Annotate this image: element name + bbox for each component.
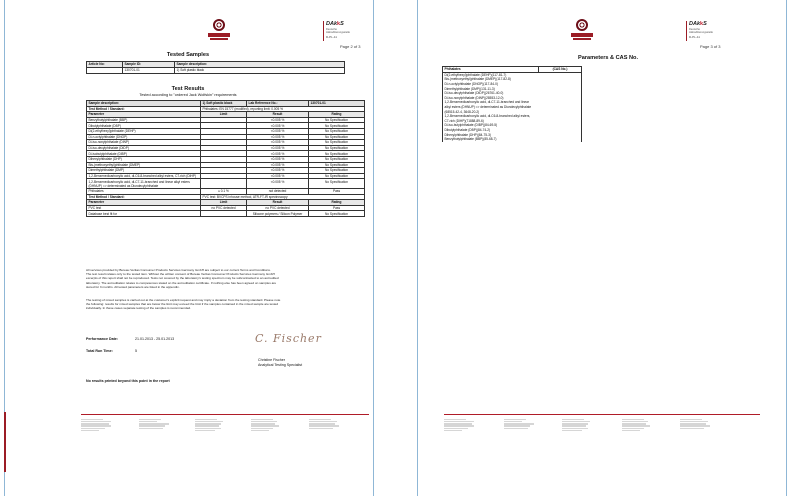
table-row: Dihexylphthalate (DHP) <0.005 % No Specification	[87, 156, 365, 162]
page-number: Page 2 of 3	[340, 44, 361, 49]
table-row: 1,2-Benzenedicarboxylic acid, di-C6-8-branched alkyl esters,	[443, 114, 582, 119]
table-row: Dibutylphthalate (DBP) <0.005 % No Specification	[87, 123, 365, 129]
table-row: (68515-42-4, 3648-20-2)	[443, 109, 582, 114]
disclaimer-text: All services provided by Bureau Veritas Consumer Products Services Germany GmbH are subject to our current Terms and Conditions. The test result relates only to the tested item. Without the written consent of Bureau Veritas Consumer Products Services Germany GmbH excerpts of this report shall not be reproduced. Tests not covered by the laboratory's testing spectrum may be subcontracted to an accredited laboratory. The accreditation relates to competences stated on the accreditation certificate. If nothing else has been agreed on samples are stored for 3 months. All tested parameters are listed in the appendix.	[86, 268, 279, 289]
footer-divider	[81, 414, 369, 415]
margin-accent	[4, 412, 6, 472]
table-row: Di-iso-nonylphthalate (DINP) <0.005 % No Specification	[87, 140, 365, 146]
dakks-accreditation-mark: DAkkS Deutsche Akkreditierungsstelle D-PL-11	[323, 21, 363, 41]
table-row: 1,2-Benzenedicarboxylic acid, di-C6-8-branched alkyl esters, C7-rich (DIHP) <0.005 % No Specification	[87, 173, 365, 179]
table-row: C7-rich (DIHP)(71888-89-6)	[443, 119, 582, 124]
report-page-3	[417, 0, 787, 496]
table-row: Di-isobutylphthalate (DIBP) <0.005 % No Specification	[87, 151, 365, 157]
table-row: Di(2-ethylhexyl)phthalate (DEHP) <0.005 % No Specification	[87, 128, 365, 134]
footer-divider	[444, 414, 760, 415]
signature: C. Fischer	[255, 332, 322, 345]
table-row: Benzylbutylphthalate (BBP) <0.005 % No Specification	[87, 117, 365, 123]
table-row: Dibutylphthalate (DBP)(84-74-2)	[443, 128, 582, 133]
mixed-sample-note: The testing of mixed samples is carried out at the customer's explicit request and may imply a deviation from the testing standard. Please note the following: results for mixed samples that are below the limit may exceed the limit if the samples contained in the mixed sample are tested individually. In these cases separate testing of the samples is recommended.	[86, 298, 281, 311]
results-header-row: Parameter Limit Result Rating	[87, 112, 365, 118]
test-results-table	[86, 100, 365, 217]
test-results-title: Test Results	[171, 86, 205, 92]
table-row: Di-iso-nonylphthalate (DINP)(28553-12-0)	[443, 96, 582, 101]
table-row: Di-iso-decylphthalate (DIDP) <0.005 % No Specification	[87, 145, 365, 151]
end-of-report-note: No results printed beyond this point in the report	[86, 379, 170, 383]
table-row: alkyl esters (DHNUP) => determinated as Diundecylphthalate	[443, 105, 582, 110]
total-run-time-value: 5	[135, 349, 137, 353]
method-row: Test Method / Standard: Phthalates: EN 15777 (modified), reporting limit: 0.005 %	[87, 106, 365, 112]
test-results-subtitle: Tested according to "ordered Jack Wolfskin" requirements	[139, 93, 237, 97]
table-row: Dihexylphthalate (DHP)(84-75-3)	[443, 132, 582, 137]
table-row: Dimethylphthalate (DMP) <0.005 % No Specification	[87, 168, 365, 174]
table-row: Bis-(methoxyethyl)phthalate (DMEP) <0.005 % No Specification	[87, 162, 365, 168]
table-row: Di-iso-decylphthalate (DIDP)(26761-40-0)	[443, 91, 582, 96]
cas-table	[442, 66, 582, 142]
page-number: Page 3 of 3	[700, 44, 721, 49]
report-page-2	[4, 0, 374, 496]
table-row: Di-iso-butylphthalate (DIBP)(84-69-5)	[443, 123, 582, 128]
parameters-title: Parameters & CAS No.	[578, 55, 638, 61]
table-row: Di-n-octylphthalate (DNOP)(117-84-0)	[443, 82, 582, 87]
pvc-header-row: Parameter Limit Result Rating	[87, 200, 365, 206]
table-row: 1,2-Benzenedicarboxylic acid, di-C7-11-branched and linear	[443, 100, 582, 105]
table-row: 130701-01 1) Soft plastic black	[87, 67, 345, 73]
table-row: Dimethylphthalate (DMP)(131-11-3)	[443, 86, 582, 91]
table-row: Phthalates ≤ 0.1 % not detected Pass	[87, 188, 365, 194]
signer-block: Christine Fischer Analytical Testing Specialist	[258, 358, 303, 367]
method-row-2: Test Method / Standard: PVC test: BVCPS inhouse method, ATR-FT-IR spectroscopy	[87, 194, 365, 200]
total-run-time: Total Run Time:	[86, 349, 113, 353]
tested-samples-table: Article No: Sample ID: Sample description: 130701-01 1) Soft plastic black	[86, 61, 345, 74]
dakks-accreditation-mark: DAkkS Deutsche Akkreditierungsstelle D-PL-11	[686, 21, 726, 41]
table-row: Database best fit for Silicone polymers / Silicon Polymer No Specification	[87, 211, 365, 217]
sample-info-row: Sample description: 1) Soft plastic black Lab Reference No.: 130701-01	[87, 101, 365, 107]
cas-header-row: Phthalates (CAS No.)	[443, 67, 582, 73]
bureau-veritas-logo-icon	[208, 19, 230, 45]
table-row: PVC test no PVC detected no PVC detected Pass	[87, 205, 365, 211]
performance-date-value: 21.01.2013 - 25.01.2013	[135, 337, 175, 341]
bureau-veritas-logo-icon	[571, 19, 593, 45]
table-row: Di-n-octylphthalate (DNOP) <0.005 % No Specification	[87, 134, 365, 140]
table-row: 1,2-Benzenedicarboxylic acid, di-C7-11-branched and linear alkyl esters (DHNUP) => determinated as Diundecylphthalate <0.005 % No Specification	[87, 179, 365, 189]
table-row: Benzylbutylphthalate (BBP)(85-68-7)	[443, 137, 582, 142]
table-row: Bis-(methoxyethyl)phthalate (DMEP)(117-82-8)	[443, 77, 582, 82]
table-row: Di(2-ethylhexyl)phthalate (DEHP)(117-81-7)	[443, 72, 582, 77]
tested-samples-title: Tested Samples	[166, 52, 210, 58]
performance-date: Performance Date:	[86, 337, 118, 341]
